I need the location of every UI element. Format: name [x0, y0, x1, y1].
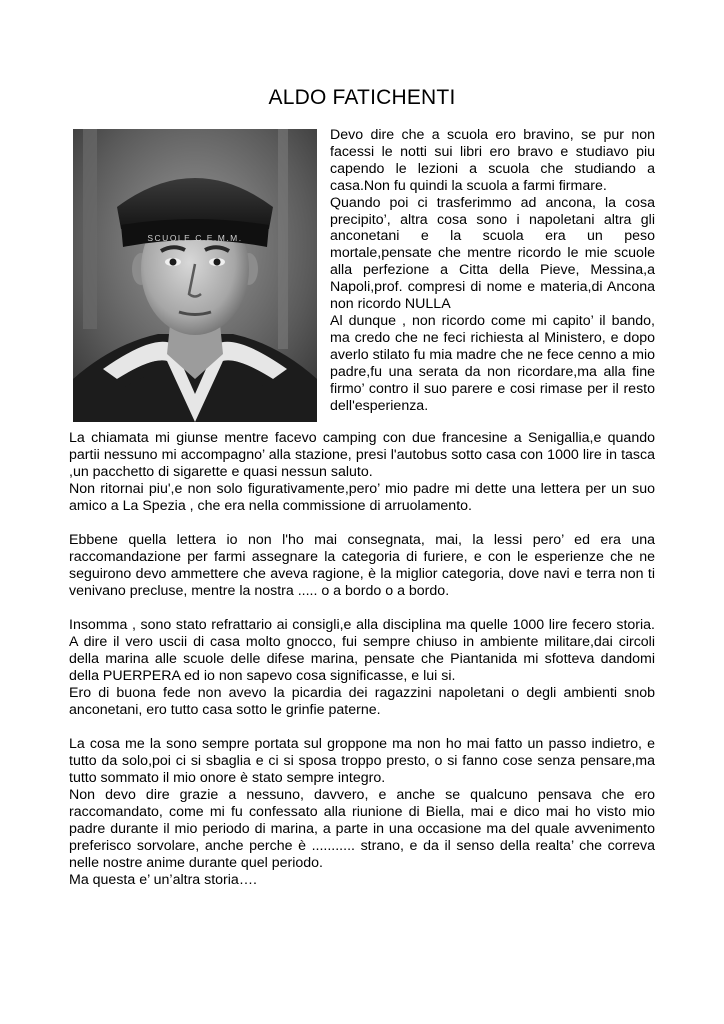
side-paragraph: Al dunque , non ricordo come mi capito’ il bando, ma credo che ne feci richiesta al Ministero, e dopo averlo stilato fu mia madre che ne fece cenno a mio padre,fu una serata da non ricordare,ma alla fine firmo’ contro il suo parere e cosi rimase per il resto dell'esperienza.	[330, 312, 655, 414]
body-paragraph: Non ritornai piu',e non solo figurativamente,pero’ mio padre mi dette una lettera per un suo amico a La Spezia , che era nella commissione di arruolamento.	[69, 481, 655, 514]
side-paragraph: Quando poi ci trasferimmo ad ancona, la cosa precipito’, altra cosa sono i napoletani altra gli anconetani e la scuola era un peso mortale,pensate che mentre ricordo le mie scuole alla perfezione a Citta della Pieve, Messina,a Napoli,prof. compresi di nome e materia,di Ancona non ricordo NULLA	[330, 194, 655, 313]
body-paragraph: La chiamata mi giunse mentre facevo camping con due francesine a Senigallia,e quando partii nessuno mi accompagno’ alla stazione, presi l'autobus sotto casa con 1000 lire in tasca ,un pacchetto di sigarette e quasi nessun saluto.	[69, 430, 655, 480]
paragraph-gap	[69, 600, 655, 617]
page-title: ALDO FATICHENTI	[268, 86, 456, 109]
paragraph-gap	[69, 719, 655, 736]
sailor-portrait-photo	[73, 129, 317, 422]
side-paragraph: Devo dire che a scuola ero bravino, se pur non facessi le notti sui libri ero bravo e studiavo piu capendo le lezioni a scuola che studiando a casa.Non fu quindi la scuola a farmi firmare.	[330, 127, 655, 194]
main-text-column	[69, 430, 655, 889]
body-paragraph: Ero di buona fede non avevo la picardia dei ragazzini napoletani o degli ambienti snob anconetani, ero tutto casa sotto le grinfie paterne.	[69, 685, 655, 718]
body-paragraph: Non devo dire grazie a nessuno, davvero, e anche se qualcuno pensava che ero raccomandato, come mi fu confessato alla riunione di Biella, mai e dico mai ho visto mio padre durante il mio periodo di marina, a parte in una occasione ma del quale avvenimento preferisco sorvolare, anche perche è ........... strano, e da il senso della realta’ che correva nelle nostre anime durante quel periodo.	[69, 787, 655, 871]
body-paragraph: La cosa me la sono sempre portata sul groppone ma non ho mai fatto un passo indietro, e tutto da solo,poi ci si sbaglia e ci si sposa troppo presto, o si fanno cose senza pensare,ma tutto sommato il mio onore è stato sempre integro.	[69, 736, 655, 786]
portrait-illustration	[73, 129, 317, 422]
paragraph-gap	[69, 515, 655, 532]
body-paragraph: Insomma , sono stato refrattario ai consigli,e alla disciplina ma quelle 1000 lire fecero storia. A dire il vero uscii di casa molto gnocco, fui sempre chiuso in ambiente militare,dai circoli della marina alle scuole delle difese marina, pensate che Piantanida mi sfotteva dandomi della PUERPERA ed io non sapevo cosa significasse, e lui si.	[69, 617, 655, 684]
cap-band-text: SCUOLE C.E.M.M.	[147, 233, 243, 243]
closing-line: Ma questa e’ un’altra storia….	[69, 872, 257, 888]
body-paragraph: Ebbene quella lettera io non l'ho mai consegnata, mai, la lessi pero’ ed era una raccomandazione per farmi assegnare la categoria di furiere, e con le esperienze che ne seguirono devo ammettere che aveva ragione, è la miglior categoria, dove navi e terra non ti venivano precluse, mentre la nostra ..... o a bordo o a bordo.	[69, 532, 655, 599]
side-text-column	[330, 127, 655, 414]
